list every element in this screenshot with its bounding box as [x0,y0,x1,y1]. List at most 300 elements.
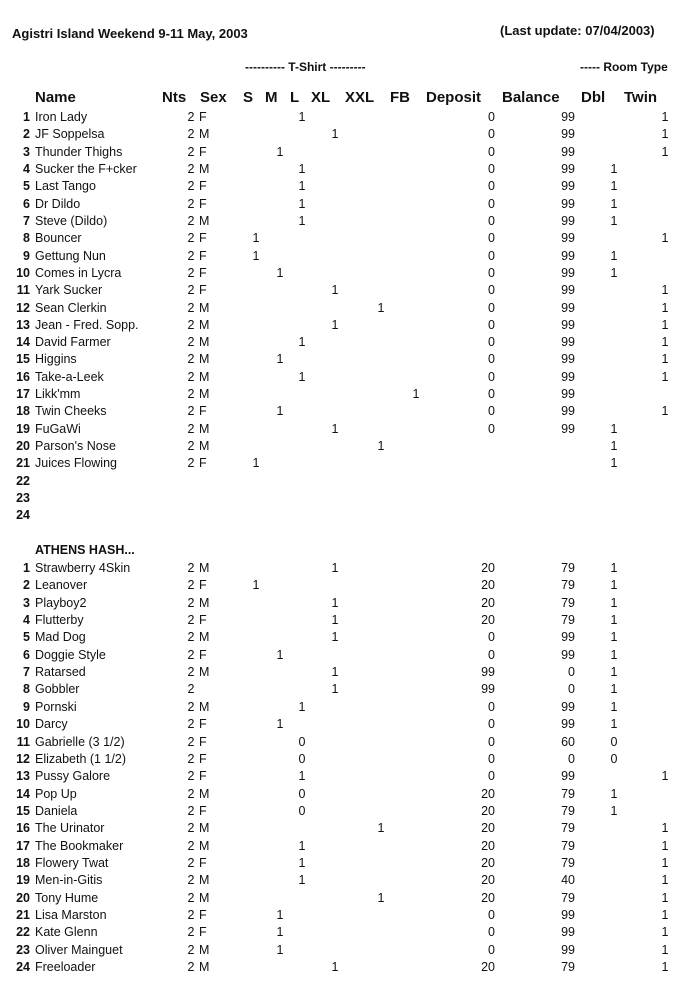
row-number: 23 [16,491,30,506]
row-dbl: 1 [610,456,618,471]
row-balance: 99 [561,647,575,662]
row-balance: 99 [561,144,575,159]
row-name: Gobbler [35,682,80,697]
row-balance: 99 [561,942,575,957]
row-balance: 40 [561,873,575,888]
row-dbl: 1 [610,647,618,662]
row-nights: 2 [187,925,195,940]
row-sex: F [199,179,207,194]
row-sex: M [199,942,210,957]
row-sex: M [199,960,210,975]
row-name: Bouncer [35,231,82,246]
row-twin: 1 [661,404,669,419]
table-row [0,351,691,368]
table-row [0,577,691,594]
row-name: The Urinator [35,821,105,836]
row-dbl: 1 [610,682,618,697]
row-number: 19 [16,421,30,436]
row-sex: M [199,595,210,610]
table-row [0,838,691,855]
row-deposit: 0 [488,352,495,367]
row-dbl: 1 [610,161,618,176]
row-balance: 0 [568,665,575,680]
row-nights: 2 [187,161,195,176]
row-balance: 99 [561,699,575,714]
row-name: Tony Hume [35,890,99,905]
row-dbl: 1 [610,786,618,801]
row-twin: 1 [661,925,669,940]
row-number: 1 [23,561,30,575]
row-sex: M [199,352,210,367]
table-row [0,907,691,924]
row-dbl: 1 [610,213,618,228]
row-nights: 2 [187,196,195,211]
row-size-s: 1 [252,578,260,593]
header-deposit: Deposit [426,89,482,106]
row-size-l: 1 [298,769,306,784]
row-sex: M [199,838,210,853]
row-balance: 79 [561,578,575,593]
row-dbl: 1 [610,803,618,818]
row-sex: M [199,821,210,836]
row-deposit: 0 [488,179,495,194]
header-xl: XL [311,89,331,106]
row-size-s: 1 [252,456,260,471]
row-size-l: 1 [298,179,306,194]
row-twin: 1 [661,908,669,922]
row-number: 13 [16,317,30,332]
row-balance: 99 [561,717,575,732]
row-balance: 99 [561,925,575,940]
row-nights: 2 [187,127,195,142]
row-nights: 2 [187,387,195,402]
row-balance: 99 [561,196,575,211]
row-nights: 2 [187,942,195,957]
row-sex: F [199,908,207,922]
row-deposit: 20 [481,578,495,593]
row-balance: 60 [561,734,575,749]
row-nights: 2 [187,890,195,905]
tshirt-group-header: ---------- T-Shirt --------- [245,60,366,74]
row-deposit: 20 [481,821,495,836]
row-deposit: 99 [481,682,495,697]
row-nights: 2 [187,300,195,315]
row-sex: M [199,213,210,228]
row-number: 21 [16,456,30,471]
row-dbl: 0 [610,751,618,766]
row-nights: 2 [187,352,195,367]
row-sex: M [199,890,210,905]
row-sex: F [199,769,207,784]
row-deposit: 0 [488,404,495,419]
table-row [0,820,691,837]
row-dbl: 1 [610,248,618,263]
table-row [0,942,691,959]
header-l: L [290,89,300,106]
row-deposit: 20 [481,786,495,801]
row-sex: M [199,630,210,645]
room-type-group-header: ----- Room Type [580,60,668,74]
row-balance: 79 [561,803,575,818]
row-name: Thunder Thighs [35,144,123,159]
row-dbl: 1 [610,265,618,280]
row-deposit: 0 [488,369,495,384]
row-nights: 2 [187,873,195,888]
row-twin: 1 [661,855,669,870]
row-twin: 1 [661,873,669,888]
row-size-xxl: 1 [377,890,385,905]
row-deposit: 99 [481,665,495,680]
row-balance: 99 [561,300,575,315]
row-sex: F [199,734,207,749]
row-sex: F [199,751,207,766]
row-size-m: 1 [276,144,284,159]
row-number: 12 [16,300,30,315]
row-deposit: 0 [488,127,495,142]
row-size-l: 1 [298,873,306,888]
header-twin: Twin [624,89,658,106]
row-size-xl: 1 [331,630,339,645]
row-twin: 1 [661,300,669,315]
row-dbl: 1 [610,179,618,194]
row-deposit: 0 [488,717,495,732]
row-balance: 99 [561,404,575,419]
row-name: Ratarsed [35,665,86,680]
row-size-s: 1 [252,248,260,263]
table-row [0,924,691,941]
row-number: 10 [16,265,30,280]
row-name: Elizabeth (1 1/2) [35,751,127,766]
row-balance: 99 [561,317,575,332]
row-balance: 99 [561,283,575,298]
row-balance: 99 [561,265,575,280]
row-twin: 1 [661,352,669,367]
row-twin: 1 [661,821,669,836]
row-nights: 2 [187,630,195,645]
row-name: Take-a-Leek [35,369,104,384]
row-nights: 2 [187,144,195,159]
row-name: Strawberry 4Skin [35,561,131,575]
row-number: 3 [23,595,30,610]
row-sex: F [199,613,207,628]
row-name: Yark Sucker [35,283,103,298]
row-size-l: 1 [298,855,306,870]
row-deposit: 0 [488,248,495,263]
row-sex: F [199,803,207,818]
row-deposit: 0 [488,925,495,940]
row-name: Flutterby [35,613,84,628]
row-name: Likk'mm [35,387,81,402]
row-nights: 2 [187,283,195,298]
row-number: 14 [16,786,30,801]
row-deposit: 0 [488,335,495,350]
row-size-xl: 1 [331,613,339,628]
row-name: Oliver Mainguet [35,942,123,957]
row-name: Gettung Nun [35,248,106,263]
row-balance: 99 [561,248,575,263]
row-size-fb: 1 [412,387,420,402]
row-deposit: 0 [488,196,495,211]
row-twin: 1 [661,960,669,975]
row-dbl: 1 [610,578,618,593]
row-deposit: 0 [488,387,495,402]
row-size-l: 1 [298,110,306,124]
row-balance: 99 [561,335,575,350]
row-number: 24 [16,508,30,523]
row-number: 5 [23,630,30,645]
row-name: Juices Flowing [35,456,117,471]
table-row [0,716,691,733]
table-row [0,612,691,629]
row-size-xl: 1 [331,561,339,575]
table-row [0,959,691,976]
row-size-xl: 1 [331,682,339,697]
row-sex: F [199,196,207,211]
row-balance: 79 [561,786,575,801]
row-balance: 79 [561,595,575,610]
row-nights: 2 [187,751,195,766]
row-balance: 99 [561,231,575,246]
row-size-xl: 1 [331,317,339,332]
row-deposit: 0 [488,110,495,124]
table-row [0,248,691,265]
table-row [0,144,691,161]
row-name: Mad Dog [35,630,86,645]
table-row [0,595,691,612]
row-twin: 1 [661,144,669,159]
row-sex: M [199,439,210,454]
table-row [0,890,691,907]
last-update-note: (Last update: 07/04/2003) [500,23,655,38]
row-nights: 2 [187,908,195,922]
row-name: Darcy [35,717,68,732]
row-twin: 1 [661,127,669,142]
row-balance: 99 [561,387,575,402]
row-deposit: 0 [488,734,495,749]
row-deposit: 0 [488,300,495,315]
table-row [0,213,691,230]
row-name: Playboy2 [35,595,87,610]
row-nights: 2 [187,717,195,732]
table-row [0,855,691,872]
row-sex: F [199,144,207,159]
row-size-l: 1 [298,699,306,714]
row-sex: M [199,387,210,402]
row-name: Steve (Dildo) [35,213,108,228]
row-size-xl: 1 [331,960,339,975]
row-name: Pussy Galore [35,769,111,784]
row-number: 11 [16,283,30,298]
row-balance: 79 [561,613,575,628]
row-balance: 99 [561,213,575,228]
row-name: Sucker the F+cker [35,161,137,176]
row-number: 16 [16,369,30,384]
row-nights: 2 [187,682,195,697]
row-balance: 99 [561,110,575,124]
table-row [0,629,691,646]
row-name: Daniela [35,803,78,818]
table-row [0,386,691,403]
row-twin: 1 [661,890,669,905]
row-nights: 2 [187,734,195,749]
row-nights: 2 [187,213,195,228]
row-deposit: 20 [481,595,495,610]
row-number: 20 [16,439,30,454]
row-balance: 79 [561,821,575,836]
row-nights: 2 [187,855,195,870]
row-nights: 2 [187,595,195,610]
row-balance: 79 [561,855,575,870]
row-name: Kate Glenn [35,925,98,940]
row-twin: 1 [661,838,669,853]
row-size-xxl: 1 [377,300,385,315]
row-nights: 2 [187,561,195,575]
row-sex: M [199,786,210,801]
row-name: The Bookmaker [35,838,124,853]
row-dbl: 1 [610,439,618,454]
row-nights: 2 [187,248,195,263]
row-number: 7 [23,665,30,680]
table-row [0,421,691,438]
row-deposit: 0 [488,317,495,332]
row-size-m: 1 [276,717,284,732]
table-row [0,438,691,455]
row-deposit: 0 [488,942,495,957]
row-sex: M [199,665,210,680]
table-row [0,403,691,420]
row-name: Higgins [35,352,77,367]
header-balance: Balance [502,89,560,106]
row-deposit: 20 [481,613,495,628]
row-deposit: 0 [488,231,495,246]
row-dbl: 1 [610,196,618,211]
table-row [0,507,691,524]
row-nights: 2 [187,769,195,784]
row-number: 10 [16,717,30,732]
row-name: Flowery Twat [35,855,109,870]
table-row [0,317,691,334]
row-twin: 1 [661,231,669,246]
header-xxl: XXL [345,89,375,106]
row-dbl: 0 [610,734,618,749]
table-row [0,664,691,681]
row-deposit: 20 [481,873,495,888]
row-size-l: 1 [298,161,306,176]
row-sex: F [199,717,207,732]
row-deposit: 0 [488,647,495,662]
header-nts: Nts [162,89,187,106]
row-deposit: 0 [488,908,495,922]
row-size-xl: 1 [331,595,339,610]
row-deposit: 20 [481,838,495,853]
row-number: 18 [16,855,30,870]
row-number: 8 [23,231,30,246]
row-deposit: 0 [488,630,495,645]
row-balance: 0 [568,682,575,697]
row-balance: 79 [561,960,575,975]
row-deposit: 0 [488,144,495,159]
row-name: Gabrielle (3 1/2) [35,734,125,749]
row-name: Sean Clerkin [35,300,107,315]
row-size-m: 1 [276,352,284,367]
row-nights: 2 [187,265,195,280]
row-number: 11 [16,734,30,749]
row-dbl: 1 [610,595,618,610]
row-size-m: 1 [276,265,284,280]
row-number: 13 [16,769,30,784]
table-row [0,334,691,351]
row-sex: M [199,317,210,332]
row-balance: 79 [561,561,575,575]
row-nights: 2 [187,699,195,714]
row-sex: M [199,873,210,888]
row-name: David Farmer [35,335,111,350]
row-name: Jean - Fred. Sopp. [35,317,139,332]
row-balance: 99 [561,179,575,194]
row-name: Last Tango [35,179,96,194]
row-deposit: 0 [488,265,495,280]
row-size-l: 0 [298,786,306,801]
header-sex: Sex [200,89,227,106]
table-row [0,751,691,768]
table-row [0,647,691,664]
row-sex: F [199,248,207,263]
row-number: 5 [23,179,30,194]
row-sex: M [199,369,210,384]
table-row [0,178,691,195]
row-nights: 2 [187,421,195,436]
row-size-xl: 1 [331,421,339,436]
row-dbl: 1 [610,421,618,436]
row-balance: 99 [561,630,575,645]
table-row [0,560,691,577]
row-sex: M [199,421,210,436]
header-m: M [265,89,278,106]
row-size-l: 0 [298,803,306,818]
row-deposit: 0 [488,421,495,436]
row-size-m: 1 [276,647,284,662]
row-size-l: 1 [298,369,306,384]
row-number: 17 [16,838,30,853]
row-balance: 99 [561,908,575,922]
table-row [0,786,691,803]
row-sex: M [199,561,210,575]
row-sex: F [199,265,207,280]
row-deposit: 0 [488,283,495,298]
row-sex: F [199,110,207,124]
row-deposit: 20 [481,803,495,818]
row-nights: 2 [187,960,195,975]
row-twin: 1 [661,110,669,124]
row-nights: 2 [187,231,195,246]
header-fb: FB [390,89,410,106]
row-size-m: 1 [276,942,284,957]
row-size-m: 1 [276,908,284,922]
row-number: 14 [16,335,30,350]
row-deposit: 0 [488,213,495,228]
row-name: Lisa Marston [35,908,107,922]
row-size-l: 1 [298,335,306,350]
row-name: JF Soppelsa [35,127,105,142]
row-sex: M [199,335,210,350]
row-name: Pop Up [35,786,77,801]
row-nights: 2 [187,786,195,801]
row-twin: 1 [661,942,669,957]
row-nights: 2 [187,613,195,628]
row-number: 22 [16,925,30,940]
row-number: 6 [23,647,30,662]
table-row [0,300,691,317]
